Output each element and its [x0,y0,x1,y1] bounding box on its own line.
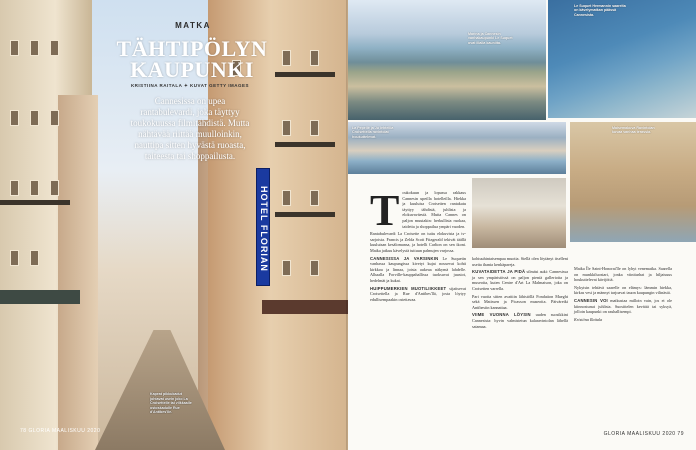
photo-caption: Kapeat pikkukadut johtavat usein joko La Croisettelle tai vilkkaalle ostoskadulle Rue d'Antibes'lle. [150,392,192,414]
window [50,40,59,56]
shop-awning [262,300,348,314]
window [10,180,19,196]
paragraph: oukokuun ja lopussa rakkaus Cannesin upeilla hotelleilla. Hiekka ja kuuluisa Croisetten rantakatu täyttyy tähdistä, juhlista ja elokuvaväestä. Mutta Cannes on paljon muutakin: herkullista ruokaa, taidetta ja shoppailua ympäri vuoden. [402,190,466,229]
subheading: HUIPPUMERKIEN MUOTILIIKKEET [370,285,447,291]
subheading: CANNESISSA JA VARSINKIN [370,255,439,261]
article-column-2 [472,256,568,331]
photo-caption: Maisemakuva Ravintolan kuvaa vanhaa terassia. [612,126,655,135]
subheading: VIIME VUONNA LÖYSIN [472,312,531,318]
balcony [275,142,335,147]
paragraph: sijaitsevat Croisettella ja Rue d'Antibes'llä, josta löytyy edullisempaakin ostettavaa. [370,285,466,302]
paragraph: matkustaa milloin vain, jos ei ole kiinnostunut juhlista. Suosittelen kevättä tai syksyä, jolloin kaupunki on rauhallisempi. [574,297,672,315]
balcony [275,212,335,217]
window [10,40,19,56]
window [10,110,19,126]
paragraph: uuden suosikkini Cannesista: hyvin valmistetun kalaravintolan lähellä satamaa. [472,312,569,329]
subheading: CANNESIN VOI [574,297,608,303]
window [282,260,291,276]
title-line-1: TÄHTIPÖLYN [116,36,268,61]
article-column-1 [370,186,466,304]
window [310,190,319,206]
window [50,110,59,126]
photo-caption: Marina ja Cannesin vanhakaupunki Le Suquet ovat illalla kauniita. [468,32,513,45]
paragraph: Matka Île Saint-Honorat'lle on lyhyt venematka. Saarella on munkkiluostari, jonka viinitarhat ja hiljaisuus houkuttelevat kävijöitä. [574,266,672,283]
balcony-photo [570,122,696,242]
building-left-rear [58,95,98,450]
hotel-room-photo [472,178,566,248]
byline: KRISTIINA RAITALA ✦ KUVAT GETTY IMAGES [130,83,250,88]
window [30,110,39,126]
photo-caption: La Pepeliè ja Ju lehteilla Croisettella ravintolat houkuttelevat. [352,126,394,139]
window [310,50,319,66]
window [50,180,59,196]
island-photo [548,0,696,118]
lead-paragraph: Cannesissa on upea rantabulevardi, joka täyttyy toukokuussa filmitähdistä. Mutta nähtävää riittää muulloinkin, nauttipa sitten hyvästä ruoasta, taiteesta tai shoppailusta. [130,96,250,161]
right-page [348,0,696,450]
folio-right: GLORIA MAALISKUU 2020 79 [603,431,684,437]
window [282,190,291,206]
drop-cap: T [370,186,400,235]
subheading: KUVATAIDETTA JA PIDÄ [472,269,526,275]
window [30,40,39,56]
window [282,120,291,136]
paragraph: Rantabulevardi La Croisette on tuttu elokuvista ja tv-sarjoista. Francis ja Zelda Scott Fitzgerald tekivät täällä kuuluisan kesälomansa, ja hotelli Carlton on sen ikoni. Matka jatkuu kävelystä tuttuun palmujen varjossa. [370,231,466,253]
window [310,260,319,276]
photo-caption: Le Suquet Hermannin saarelta on kävelymatkan päässä Cannesista. [574,4,626,17]
paragraph: Nykyisin tehtävä saarelle on elämys: lämmin hiekka, kirkas vesi ja männyt tarjoavat tauon kaupungin vilinästä. [574,284,672,296]
author-credit: Kristiina Raitala [574,316,603,322]
paragraph: Le Suquetin vanhassa kaupungissa kivetyt kujat nousevat kohti kirkkoa ja linnaa, joista aukeaa näkymä lahdelle. Alhaalla Forville-kauppahallissa tuoksuvat juustot, hedelmät ja kukat. [370,255,466,283]
paragraph: kohtuuhintaisempaa muotia. Siellä olen löytänyt itselleni useita ihania kenkäpareja. [472,256,568,267]
window [310,120,319,136]
harbour-photo [348,122,566,174]
article-column-3 [574,266,672,324]
article-title [92,38,292,80]
title-line-2: KAUPUNKI [130,57,254,82]
paragraph: silmäsi auki: Cannesissa ja sen ympäristössä on paljon pieniä gallerioita ja museoita, kuten Centre d'Art La Malmaison, joka on Croisetten varrella. [472,269,568,291]
balcony [0,200,70,205]
coast-photo [348,0,546,120]
window [30,180,39,196]
window [30,250,39,266]
paragraph: Pari vuotta sitten avattiin lähistöllä Fondation Maeght sekä Matissen ja Picasson museoita. Päiväretki Antibesiin kannattaa. [472,293,568,310]
shop-awning [0,290,80,304]
folio-left: 78 GLORIA MAALISKUU 2020 [20,428,101,434]
hotel-sign: HOTEL FLORIAN [256,168,270,286]
section-label: MATKA [175,21,211,30]
window [10,250,19,266]
